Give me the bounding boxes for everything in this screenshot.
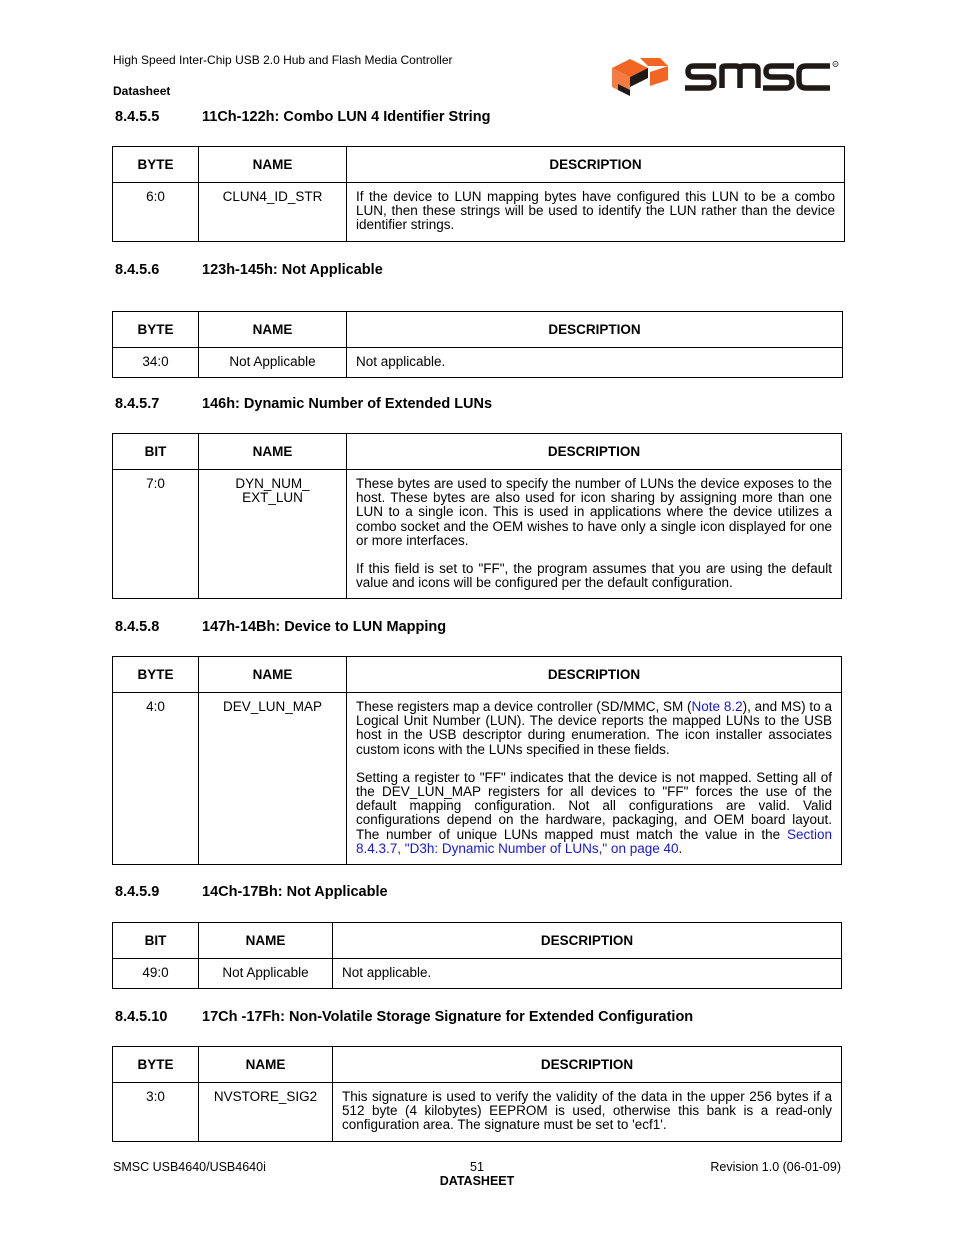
description-cell: This signature is used to verify the validity of the data in the upper 256 bytes if a 512 byte (4 kilobytes) EEPROM is used, otherwise this bank is a read-only configuration area. The signature must be set to 'ecf1'. bbox=[333, 1083, 842, 1142]
table-row bbox=[113, 470, 842, 599]
section-heading-8-4-5-9 bbox=[115, 884, 388, 900]
document-type: Datasheet bbox=[113, 84, 171, 98]
logo-mark-icon bbox=[612, 58, 668, 96]
description-paragraph bbox=[356, 700, 832, 757]
section-number: 8.4.5.10 bbox=[115, 1009, 168, 1025]
name-cell: DEV_LUN_MAP bbox=[199, 693, 347, 865]
name-cell bbox=[199, 470, 347, 599]
name-cell: Not Applicable bbox=[199, 348, 347, 378]
name-cell: Not Applicable bbox=[199, 959, 333, 989]
table-row bbox=[113, 693, 842, 865]
byte-cell: 3:0 bbox=[113, 1083, 199, 1142]
description-paragraph bbox=[356, 771, 832, 856]
column-header: DESCRIPTION bbox=[347, 312, 843, 348]
table-header-row bbox=[113, 434, 842, 470]
table-header-row bbox=[113, 147, 845, 183]
svg-text:R: R bbox=[834, 62, 837, 67]
description-text: These registers map a device controller (SD/MMC, SM ( bbox=[356, 699, 692, 714]
column-header: DESCRIPTION bbox=[333, 1047, 842, 1083]
column-header: DESCRIPTION bbox=[333, 923, 842, 959]
section-title: 146h: Dynamic Number of Extended LUNs bbox=[202, 396, 493, 412]
name-line: DYN_NUM_ bbox=[235, 476, 310, 491]
register-table bbox=[112, 1046, 842, 1142]
table-row bbox=[113, 959, 842, 989]
description-text: ), and MS) to a Logical Unit Number (LUN). The device reports the mapped LUNs to the USB host in the USB descriptor during enumeration. The icon installer associates custom icons with the LUNs specified in these fields. bbox=[356, 699, 832, 757]
section-title: 123h-145h: Not Applicable bbox=[202, 262, 383, 278]
column-header: BIT bbox=[113, 434, 199, 470]
smsc-logo bbox=[610, 54, 840, 98]
description-paragraph: These bytes are used to specify the number of LUNs the device exposes to the host. These bytes are also used for icon sharing by assigning more than one LUN to a single icon. This is used in applications where the device utilizes a combo socket and the OEM wishes to have only a single icon displayed for one or more interfaces. bbox=[356, 476, 832, 548]
section-title: 11Ch-122h: Combo LUN 4 Identifier String bbox=[202, 109, 491, 125]
register-table bbox=[112, 146, 845, 242]
description-paragraph: If this field is set to "FF", the program assumes that you are using the default value and icons will be configured per the default configuration. bbox=[356, 561, 832, 591]
register-table bbox=[112, 922, 842, 989]
description-cell: Not applicable. bbox=[333, 959, 842, 989]
page-number: 51 bbox=[470, 1160, 484, 1174]
table-header-row bbox=[113, 923, 842, 959]
description-text: . bbox=[678, 840, 683, 856]
section-number: 8.4.5.6 bbox=[115, 262, 160, 278]
section-number: 8.4.5.7 bbox=[115, 396, 160, 412]
column-header: BYTE bbox=[113, 312, 199, 348]
footer-center bbox=[436, 1160, 518, 1188]
bit-cell: 7:0 bbox=[113, 470, 199, 599]
table-header-row bbox=[113, 657, 842, 693]
column-header: BYTE bbox=[113, 657, 199, 693]
column-header: BYTE bbox=[113, 1047, 199, 1083]
byte-cell: 6:0 bbox=[113, 183, 199, 242]
name-line: EXT_LUN bbox=[242, 490, 303, 506]
name-cell: CLUN4_ID_STR bbox=[199, 183, 347, 242]
description-cell: If the device to LUN mapping bytes have configured this LUN to be a combo LUN, then these strings will be used to identify the LUN rather than the device identifier strings. bbox=[347, 183, 845, 242]
column-header: DESCRIPTION bbox=[347, 434, 842, 470]
section-title: 147h-14Bh: Device to LUN Mapping bbox=[202, 619, 447, 635]
section-number: 8.4.5.9 bbox=[115, 884, 160, 900]
document-title: High Speed Inter-Chip USB 2.0 Hub and Flash Media Controller bbox=[113, 53, 453, 67]
column-header: DESCRIPTION bbox=[347, 657, 842, 693]
table-row bbox=[113, 183, 845, 242]
description-text: Setting a register to "FF" indicates that the device is not mapped. Setting all of the DEV_LUN_MAP registers for all devices to "FF" forces the use of the default mapping configuration. Not all configurations are valid. Valid configurations depend on the hardware, packaging, and OEM board layout. The number of unique LUNs mapped must match the value in the bbox=[356, 769, 832, 842]
register-table bbox=[112, 433, 842, 599]
description-cell: Not applicable. bbox=[347, 348, 843, 378]
name-cell: NVSTORE_SIG2 bbox=[199, 1083, 333, 1142]
description-cell bbox=[347, 693, 842, 865]
table-row bbox=[113, 1083, 842, 1142]
table-header-row bbox=[113, 1047, 842, 1083]
footer-revision: Revision 1.0 (06-01-09) bbox=[710, 1160, 841, 1174]
section-link[interactable]: Section 8.4.3.7, "D3h: Dynamic Number of LUNs," on page 40 bbox=[356, 826, 832, 856]
section-heading-8-4-5-8 bbox=[115, 619, 446, 635]
section-title: 14Ch-17Bh: Not Applicable bbox=[202, 884, 388, 900]
section-heading-8-4-5-6 bbox=[115, 262, 383, 278]
description-cell bbox=[347, 470, 842, 599]
column-header: BYTE bbox=[113, 147, 199, 183]
byte-cell: 34:0 bbox=[113, 348, 199, 378]
column-header: BIT bbox=[113, 923, 199, 959]
section-heading-8-4-5-5 bbox=[115, 109, 490, 125]
register-table bbox=[112, 311, 843, 378]
footer-label: DATASHEET bbox=[439, 1174, 515, 1188]
note-link[interactable]: Note 8.2 bbox=[691, 699, 743, 714]
section-number: 8.4.5.5 bbox=[115, 109, 160, 125]
column-header: NAME bbox=[199, 312, 347, 348]
section-number: 8.4.5.8 bbox=[115, 619, 160, 635]
column-header: NAME bbox=[199, 147, 347, 183]
column-header: NAME bbox=[199, 657, 347, 693]
bit-cell: 49:0 bbox=[113, 959, 199, 989]
section-heading-8-4-5-7 bbox=[115, 396, 492, 412]
register-table bbox=[112, 656, 842, 865]
column-header: DESCRIPTION bbox=[347, 147, 845, 183]
column-header: NAME bbox=[199, 923, 333, 959]
byte-cell: 4:0 bbox=[113, 693, 199, 865]
table-header-row bbox=[113, 312, 843, 348]
table-row bbox=[113, 348, 843, 378]
column-header: NAME bbox=[199, 434, 347, 470]
column-header: NAME bbox=[199, 1047, 333, 1083]
section-heading-8-4-5-10 bbox=[115, 1009, 693, 1025]
footer-product: SMSC USB4640/USB4640i bbox=[113, 1160, 266, 1174]
section-title: 17Ch -17Fh: Non-Volatile Storage Signature for Extended Configuration bbox=[202, 1009, 694, 1025]
